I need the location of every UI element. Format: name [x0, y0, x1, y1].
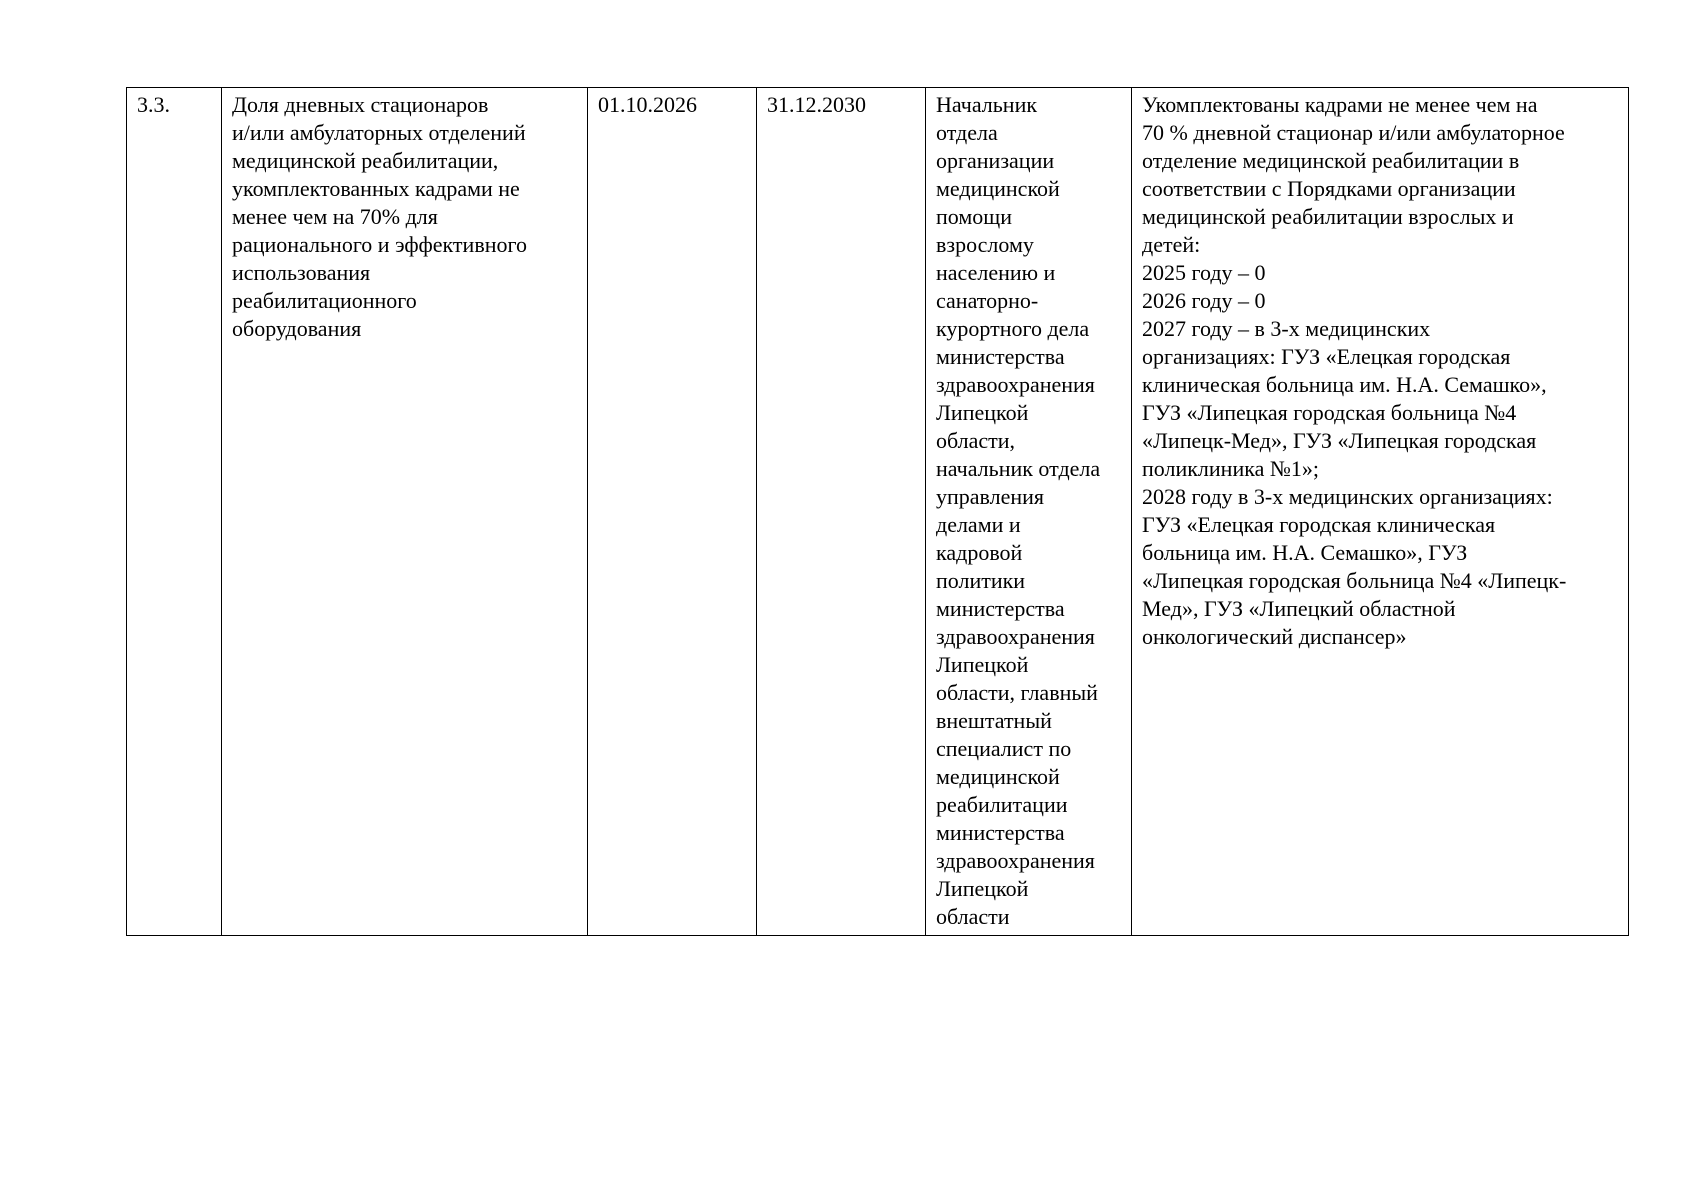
start-date-cell [588, 88, 757, 936]
row-number-cell [127, 88, 222, 936]
plan-table [126, 87, 1629, 936]
end-date-cell [757, 88, 926, 936]
start-date: 01.10.2026 [598, 92, 697, 117]
result-cell [1132, 88, 1629, 936]
table-row [127, 88, 1629, 936]
end-date: 31.12.2030 [767, 92, 866, 117]
responsible-cell [926, 88, 1132, 936]
responsible-persons: Начальник отдела организации медицинской помощи взрослому населению и санаторно- курортного дела министерства здравоохранения Липецкой области, начальник отдела управления делами и кадровой политики министерства здравоохранения Липецкой области, главный внештатный специалист по медицинской реабилитации министерства здравоохранения Липецкой области [936, 92, 1101, 929]
row-number: 3.3. [137, 92, 170, 117]
row-description: Доля дневных стационаров и/или амбулаторных отделений медицинской реабилитации, укомплектованных кадрами не менее чем на 70% для рационального и эффективного использования реабилитационного оборудования [232, 92, 527, 341]
expected-result: Укомплектованы кадрами не менее чем на 70 % дневной стационар и/или амбулаторное отделение медицинской реабилитации в соответствии с Порядками организации медицинской реабилитации взрослых и детей: 2025 году – 0 2026 году – 0 2027 году – в 3-х медицинских организациях: ГУЗ «Елецкая городская клиническая больница им. Н.А. Семашко», ГУЗ «Липецкая городская больница №4 «Липецк-Мед», ГУЗ «Липецкая городская поликлиника №1»; 2028 году в 3-х медицинских организациях: ГУЗ «Елецкая городская клиническая больница им. Н.А. Семашко», ГУЗ «Липецкая городская больница №4 «Липецк- Мед», ГУЗ «Липецкий областной онкологический диспансер» [1142, 92, 1567, 649]
description-cell [222, 88, 588, 936]
